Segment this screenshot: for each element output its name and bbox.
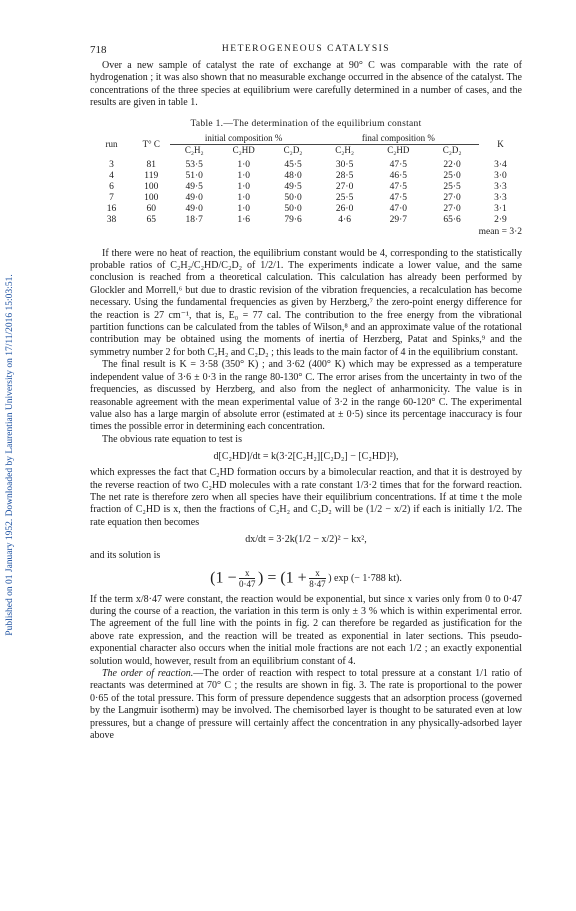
eq-fraction-1: $\frac{x}{0\cdot 47}$ <box>238 567 256 589</box>
table-cell: 2·9 <box>494 214 507 225</box>
page-body <box>90 44 522 742</box>
table-cell: 27·0 <box>335 181 354 192</box>
group-initial: initial composition % <box>170 133 318 145</box>
order-heading: The order of reaction. <box>102 668 194 679</box>
table-cell: 47·5 <box>389 159 408 170</box>
col-temp: T° C <box>142 138 160 149</box>
table-row <box>90 182 522 193</box>
table-cell: 79·6 <box>284 214 302 225</box>
col-k: K <box>497 138 504 149</box>
table-cell: 60 <box>146 203 156 214</box>
table-cell: 119 <box>144 170 159 181</box>
table-cell: 30·5 <box>335 159 354 170</box>
col-final-c2hd: C₂HD <box>387 144 410 155</box>
para-rate-equation-intro: The obvious rate equation to test is <box>102 433 242 445</box>
table-cell: 27·0 <box>443 203 461 214</box>
eq-right: ) exp (− 1·788 kt). <box>328 572 402 584</box>
table-row <box>90 193 522 204</box>
table-cell: 50·0 <box>284 192 302 203</box>
table-cell: 3·4 <box>494 159 507 170</box>
table-cell: 47·5 <box>389 181 408 192</box>
page-number: 718 <box>90 44 107 56</box>
table-cell: 25·5 <box>443 181 461 192</box>
table-cell: 3·3 <box>494 181 507 192</box>
table-cell: 45·5 <box>284 159 302 170</box>
table-cell: 49·5 <box>284 181 302 192</box>
table-cell: 16 <box>106 203 117 214</box>
table-cell: 47·0 <box>389 203 408 214</box>
eq-left-open: (1 − <box>210 569 237 587</box>
intro-paragraph: Over a new sample of catalyst the rate of exchange at 90° C was comparable with the rate of hydrogenation ; it was also shown that no measurable exchange occurred in the absence of the catalyst. The concentrations of the three species at equilibrium were carefully determined in a number of cases, and the results are given in table 1. <box>90 60 522 109</box>
table-row <box>90 171 522 182</box>
table-cell: 65 <box>146 214 156 225</box>
table-row <box>90 215 522 226</box>
table-cell: 6 <box>109 181 114 192</box>
table-cell: 28·5 <box>335 170 354 181</box>
table-cell: 100 <box>144 192 159 203</box>
table-cell: 18·7 <box>185 214 203 225</box>
table-cell: 1·6 <box>237 214 250 225</box>
col-final-c2h2: C₂H₂ <box>335 144 355 155</box>
equilibrium-table <box>90 133 522 238</box>
download-watermark <box>4 0 16 911</box>
table-cell: 65·6 <box>443 214 461 225</box>
table-cell: 4·6 <box>338 214 351 225</box>
col-initial-c2hd: C₂HD <box>232 144 255 155</box>
table-cell: 29·7 <box>389 214 408 225</box>
table-cell: 1·0 <box>237 170 250 181</box>
table-cell: 25·5 <box>335 192 354 203</box>
table-cell: 49·0 <box>185 192 203 203</box>
table-cell: 3·3 <box>494 192 507 203</box>
col-final-c2d2: C₂D₂ <box>442 144 462 155</box>
table-row <box>90 204 522 215</box>
table-cell: 7 <box>109 192 114 203</box>
table-cell: 3 <box>109 159 114 170</box>
para-bimolecular: which expresses the fact that C₂HD formation occurs by a bimolecular reaction, and that it is destroyed by the reverse reaction of two C₂HD molecules with a rate constant 1/3·2 times that for the forward reaction. The net rate is therefore zero when all species have their equilibrium concentrations. If at time t the mole fraction of C₂HD is x, then the fractions of C₂H₂ and C₂D₂ will be (1/2 − x/2) if each is initially 1/2. The rate equation then becomes <box>90 467 522 528</box>
eq-mid: ) = (1 + <box>257 569 307 587</box>
table-cell: 53·5 <box>185 159 203 170</box>
table-cell: 48·0 <box>284 170 302 181</box>
col-run: run <box>105 138 118 149</box>
table-cell: 3·1 <box>494 203 507 214</box>
table-cell: 1·0 <box>237 192 250 203</box>
table-cell: 49·5 <box>185 181 203 192</box>
para-solution-intro: and its solution is <box>90 550 161 562</box>
table-cell: 81 <box>146 159 156 170</box>
group-final: final composition % <box>318 133 479 145</box>
table-cell: 38 <box>106 214 117 225</box>
table-cell: 27·0 <box>443 192 461 203</box>
col-initial-c2d2: C₂D₂ <box>283 144 303 155</box>
table-cell: 51·0 <box>185 170 203 181</box>
table-cell: 1·0 <box>237 203 250 214</box>
equation-rate: d[C₂HD]/dt = k(3·2[C₂H₂][C₂D₂] − [C₂HD]²), <box>213 451 399 463</box>
table-cell: 3·0 <box>494 170 507 181</box>
para-heat-of-reaction: If there were no heat of reaction, the equilibrium constant would be 4, corresponding to the statistically probable ratios of C₂H₂/C₂HD/C₂D₂ of 1/2/1. The experiments indicate a lower value, and the same conclusion is reached from a theoretical calculation. This calculation has already been performed by Glockler and Morrell,⁶ but due to drastic revision of the vibration frequencies, a recalculation has become necessary. Using the fundamental frequencies as given by Herzberg,⁷ the zero-point energy difference for the reaction is 27 cm⁻¹, that is, E₀ = 77 cal. The contribution to the free energy from the vibrational partition functions can be calculated from the tables of Wilson,⁸ and an approximate value of the rotational contribution may be obtained using the moments of inertia of Herzberg, Patat and Spinks,⁹ and the symmetry number 2 for both C₂H₂ and C₂D₂ ; this leads to the main factor of 4 in the equilibrium constant. <box>90 247 522 358</box>
download-watermark-text: Published on 01 January 1952. Downloaded by Laurentian University on 17/11/2016 15:03:51. <box>5 274 15 636</box>
equation-dxdt: dx/dt = 3·2k(1/2 − x/2)² − kx², <box>245 534 367 546</box>
table-cell: 1·0 <box>237 181 250 192</box>
table-cell: 25·0 <box>443 170 461 181</box>
table-cell: 50·0 <box>284 203 302 214</box>
page-header <box>90 44 522 60</box>
table-cell: 1·0 <box>237 159 250 170</box>
table-row <box>90 156 522 171</box>
para-final-result: The final result is K = 3·58 (350° K) ; and 3·62 (400° K) which may be expressed as a temperature independent value of 3·6 ± 0·3 in the range 80-130° C. The error arises from the uncertainty in two of the frequencies, as discussed by Herzberg, and also from the neglect of anharmonicity. The value is in reasonable agreement with the mean experimental value of 3·2 in the range 60-120° C. The experimental value also has a large margin of absolute error (estimated at ± 0·5) since its percentage inaccuracy is four times the possible error in determining each concentration. <box>90 359 522 433</box>
running-title: HETEROGENEOUS CATALYSIS <box>221 44 391 54</box>
table-cell: 4 <box>109 170 114 181</box>
order-text: —The order of reaction with respect to total pressure at a constant 1/1 ratio of reactants was determined at 70° C ; the results are shown in fig. 3. The rate is proportional to the power 0·65 of the total pressure. This form of pressure dependence suggests that an adsorption process (governed by the Langmuir isotherm) may be involved. The chemisorbed layer is thought to be saturated even at low pressures, but a change of pressure will certainly affect the concentration in any physically-adsorbed layer above <box>90 668 522 742</box>
table-cell: 22·0 <box>443 159 461 170</box>
mean-value: mean = 3·2 <box>478 226 522 237</box>
equation-solution <box>90 568 522 589</box>
table-cell: 46·5 <box>389 170 408 181</box>
para-exponential: If the term x/8·47 were constant, the reaction would be exponential, but since x varies only from 0 to 0·47 during the course of a reaction, the variation in this term is only ± 3 % which is within experimental error. The agreement of the full line with the points in fig. 2 can therefore be regarded as justification for the above rate expression, and the reaction will be treated as exponential in later sections. This pseudo-exponential character also occurs when the initial mole fractions are not each 1/2 ; an exactly exponential solution would, however, result from an equilibrium constant of 4. <box>90 593 522 667</box>
table-cell: 49·0 <box>185 203 203 214</box>
table-caption: Table 1.—The determination of the equilibrium constant <box>190 118 422 129</box>
eq-fraction-2: $\frac{x}{8\cdot 47}$ <box>309 567 326 589</box>
col-initial-c2h2: C₂H₂ <box>184 144 204 155</box>
table-cell: 100 <box>144 181 159 192</box>
table-cell: 47·5 <box>389 192 408 203</box>
para-order-of-reaction <box>90 668 522 742</box>
table-cell: 26·0 <box>335 203 354 214</box>
